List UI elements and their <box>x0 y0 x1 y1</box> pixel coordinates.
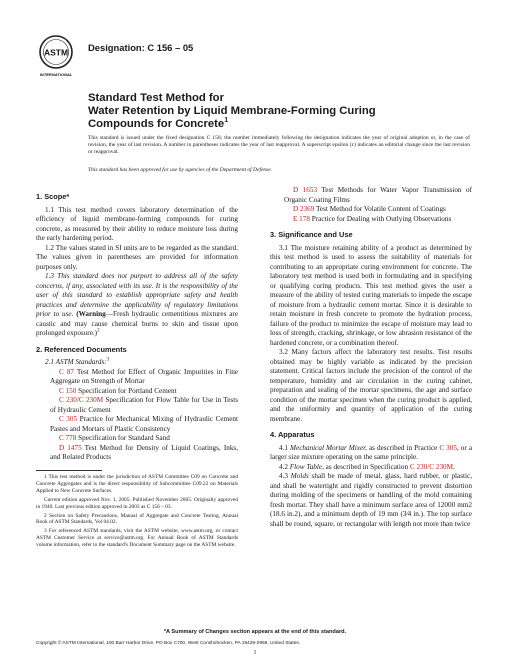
para-1-1: 1.1 This test method covers laboratory determination of the efficiency of liquid membrane-forming compounds for curing concrete, as measured by their ability to reduce moisture loss during the early hardening period. <box>36 205 238 242</box>
footnote: Current edition approved Nov. 1, 2005. Published November 2005. Originally approved in 1940. Last previous edition approved in 2003 as C 156 – 03. <box>36 496 238 510</box>
reference-code-link[interactable]: D 1475 <box>59 443 82 452</box>
section-significance-heading: 3. Significance and Use <box>270 230 353 239</box>
reference-title: Test Method for Effect of Organic Impurities in Fine Aggregate on Strength of Mortar <box>50 367 238 385</box>
title-line-1: Standard Test Method for <box>88 92 224 104</box>
reference-code-link[interactable]: E 178 <box>293 214 310 223</box>
reference-code-link[interactable]: C 305 <box>59 415 78 423</box>
reference-title: Test Method for Volatile Content of Coatings <box>316 205 446 213</box>
para-4-1: 4.1 Mechanical Mortar Mixer, as described in Practice C 305, or a larger size mixture operating on the same principle. <box>270 443 473 461</box>
reference-item <box>270 186 472 205</box>
reference-code-link[interactable]: C 150 <box>59 386 77 395</box>
copyright: Copyright © ASTM International, 100 Barr Harbor Drive, PO Box C700, West Conshohocken, PA 19428-2959, United States. <box>36 641 301 646</box>
issuance-note: This standard is issued under the fixed designation C 156; the number immediately following the designation indicates the year of original adoption or, in the case of revision, the year of last revision. A number in parentheses indicates the year of last reapproval. A superscript epsilon (ε) indicates an editorial change since the last revision or reapproval. <box>88 135 470 156</box>
dod-approval-note: This standard has been approved for use by agencies of the Department of Defense. <box>88 167 273 173</box>
section-apparatus-heading: 4. Apparatus <box>270 430 315 439</box>
footnote-rule <box>36 470 102 471</box>
reference-item <box>270 205 472 215</box>
para-4-3: 4.3 Molds shall be made of metal, glass, hard rubber, or plastic, and shall be watertight and rigidly constructed to prevent distortion during molding of the specimens or handling of the mold containing fresh mortar. They shall have a minimum surface area of 12000 mm2 (18.6 in.2), and a minimum depth of 19 mm (3⁄4 in.). The top surface shall be round, square, or rectangular with length not more than twice <box>270 472 473 528</box>
para-1-2: 1.2 The values stated in SI units are to be regarded as the standard. The values given in parentheses are provided for information purposes only. <box>36 243 238 271</box>
ref-link-c230[interactable]: C 230/C 230M <box>409 462 454 471</box>
reference-item <box>36 368 238 387</box>
reference-item <box>36 434 238 444</box>
footnote: 3 For referenced ASTM standards, visit the ASTM website, www.astm.org, or contact ASTM Customer Service at service@astm.org. For Annual Book of ASTM Standards volume information, refer to the standard's Document Summary page on the ASTM website. <box>36 528 238 549</box>
para-3-1: 3.1 The moisture retaining ability of a product as determined by this test method is used to assess the suitability of materials for contributing to an appropriate curing environment for concrete. The laboratory test method is used both in formulating and in specifying or qualifying curing products. This test method gives the user a measure of the ability of tested curing materials to impede the escape of moisture from a hydraulic cement mortar. Since it is desirable to retain moisture in fresh concrete to promote the hydration process, failure of the product to minimize the escape of moisture may lead to loss of strength, cracking, shrinkage, or low abrasion resistance of the hardened concrete, or a combination thereof. <box>270 243 472 347</box>
svg-text:ASTM: ASTM <box>43 47 69 58</box>
reference-code-link[interactable]: D 1653 <box>293 186 318 194</box>
footnotes <box>36 474 238 551</box>
section-refs-heading: 2. Referenced Documents <box>36 344 127 354</box>
svg-text:INTERNATIONAL: INTERNATIONAL <box>39 72 73 77</box>
reference-title: Test Method for Density of Liquid Coatings, Inks, and Related Products <box>50 443 239 461</box>
page-number: 1 <box>253 650 257 656</box>
reference-code-link[interactable]: C 87 <box>59 367 74 376</box>
footnote: 2 Section on Safety Precautions, Manual of Aggregate and Concrete Testing, Annual Book of ASTM Standards, Vol 04.02. <box>36 512 238 526</box>
reference-title: Practice for Dealing with Outlying Observations <box>311 214 452 223</box>
reference-title: Test Methods for Water Vapor Transmission of Organic Coating Films <box>284 186 472 204</box>
para-2-1: 2.1 ASTM Standards:$^3$ <box>45 357 110 366</box>
para-3-2: 3.2 Many factors affect the laboratory test results. Test results obtained may be highly variable as indicated by the precision statement. Critical factors include the precision of the control of the temperature, humidity and air circulation in the curing cabinet, preparation and sealing of the mortar specimens, the age and surface condition of the mortar specimen when the curing product is applied, and the uniformity and quantity of application of the curing membrane. <box>270 348 472 423</box>
left-column <box>36 186 238 463</box>
reference-title: Specification for Standard Sand <box>78 434 170 442</box>
reference-item <box>36 444 238 463</box>
para-4-2: 4.2 Flow Table, as described in Specification C 230/C 230M. <box>279 462 455 471</box>
para-1-3: 1.3 This standard does not purport to address all of the safety concerns, if any, associated with its use. It is the responsibility of the user of this standard to establish appropriate safety and health practices and determine the applicability of regulatory limitations prior to use. (Warning—Fresh hydraulic cementitious mixtures are caustic and may cause chemical burns to skin and tissue upon prolonged exposure.)$^2$ <box>36 272 239 337</box>
reference-code-link[interactable]: C 778 <box>59 434 77 442</box>
section-scope-heading: 1. Scope* <box>36 192 70 201</box>
reference-list <box>36 368 238 463</box>
reference-item <box>36 415 238 434</box>
ref-link-c305[interactable]: C 305 <box>439 443 457 452</box>
footnote: 1 This test method is under the jurisdiction of ASTM Committee C09 on Concrete and Concrete Aggregates and is the direct responsibility of Subcommittee C09.22 on Materials Applied to New Concrete Surfaces. <box>36 474 238 494</box>
reference-title: Specification for Flow Table for Use in Tests of Hydraulic Cement <box>50 396 239 414</box>
reference-title: Practice for Mechanical Mixing of Hydraulic Cement Pastes and Mortars of Plastic Consistency <box>50 415 238 433</box>
reference-code-link[interactable]: D 2369 <box>293 205 315 213</box>
document-title <box>88 92 428 131</box>
reference-list-continued <box>270 186 472 224</box>
summary-of-changes-note: *A Summary of Changes section appears at the end of this standard. <box>163 629 347 635</box>
reference-item <box>270 215 472 225</box>
right-column <box>270 186 472 529</box>
reference-code-link[interactable]: C 230/C 230M <box>59 396 104 404</box>
reference-item <box>36 387 238 397</box>
designation: Designation: C 156 – 05 <box>88 42 194 53</box>
title-line-2: Water Retention by Liquid Membrane-Forming Curing <box>88 105 376 117</box>
reference-title: Specification for Portland Cement <box>78 386 177 395</box>
reference-item <box>36 396 238 415</box>
title-line-3: Compounds for Concrete$^1$ <box>88 117 229 130</box>
astm-logo <box>36 34 76 80</box>
